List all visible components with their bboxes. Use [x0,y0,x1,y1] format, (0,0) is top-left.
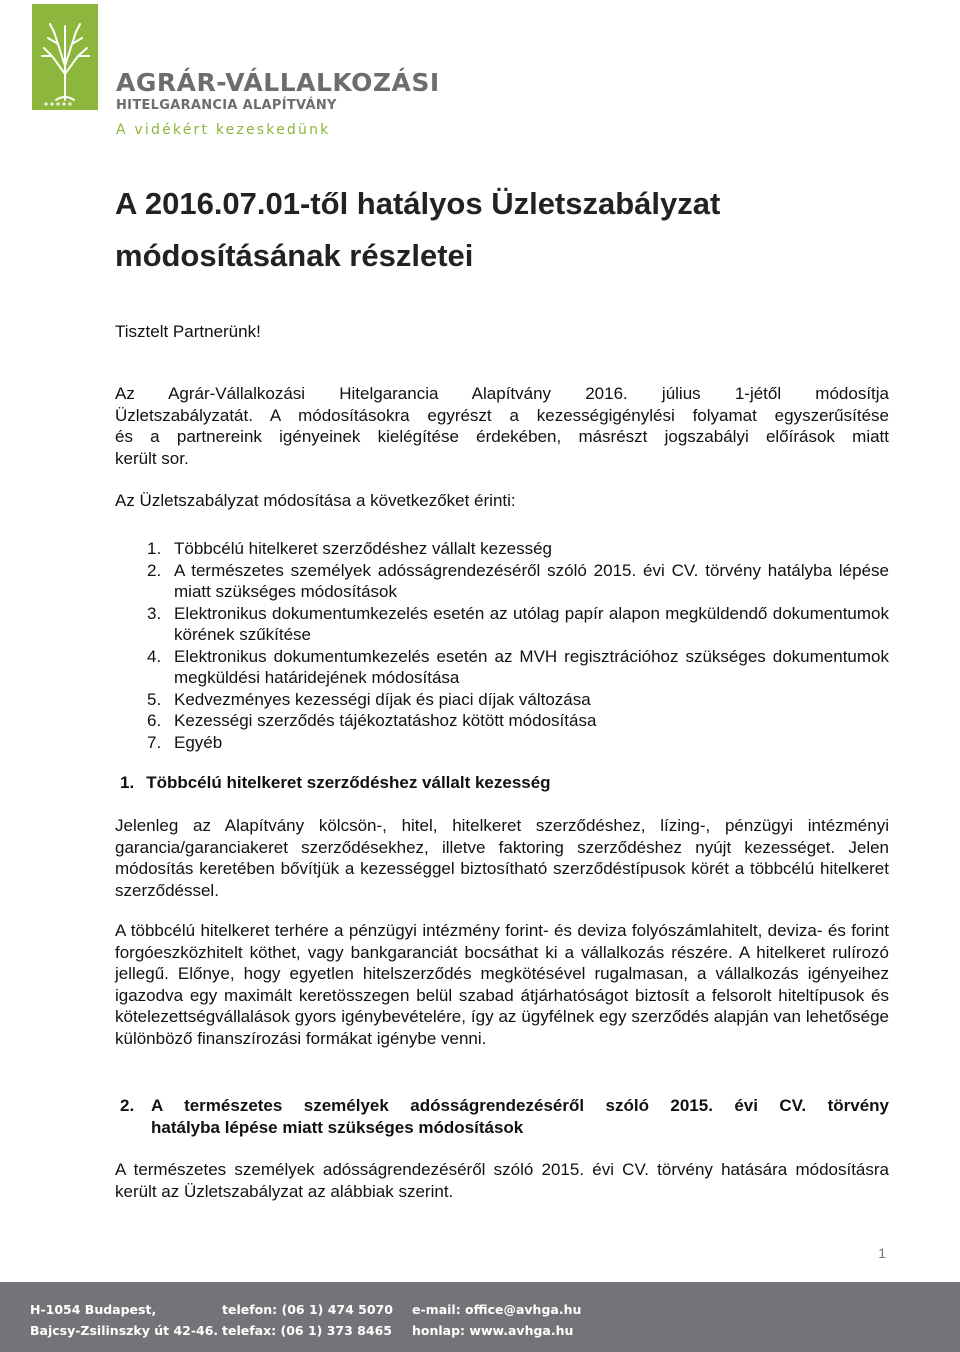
list-item [147,603,889,646]
footer-phones [222,1299,393,1341]
footer-address-line: Bajcsy-Zsilinszky út 42-46. [30,1323,219,1338]
section-2-paragraph-1: A természetes személyek adósságrendezéséről szóló 2015. évi CV. törvény hatására módosításra került az Üzletszabályzat az alábbiak szerint. [115,1160,889,1201]
intro-line: Üzletszabályzatát. A módosításokra egyrészt a kezességigénylési folyamat egyszerűsítése [115,405,889,425]
list-item-number: 1. [147,539,162,558]
footer-contacts [412,1299,581,1341]
list-item [147,538,889,560]
list-item-number: 3. [147,603,162,623]
list-item-number: 6. [147,711,162,730]
section-title-line: A természetes személyek adósságrendezéséről szóló 2015. évi CV. törvény [151,1096,889,1115]
list-item-number: 5. [147,689,162,709]
footer-email[interactable]: e-mail: office@avhga.hu [412,1302,582,1317]
section-1-paragraph-2: A többcélú hitelkeret terhére a pénzügyi intézmény forint- és deviza folyószámlahitelt, deviza- és forint forgóeszközhitelt köthet, vagy bankgaranciát bocsáthat ki a vállalkozás részére. A hitelkeret rulírozó jellegű. Előnye, hogy egyetlen hitelszerződés megkötésével rugalmasan, a vállalkozás igényeihez igazodva egy maximált keretösszegen belül szabad átjárhatóságot biztosít a felsorolt hiteltípusok és kötelezettségvállalások gyors igénybevételére, így az ügyfélnek egy szerződés alapján van lehetősége különböző finanszírozási formákat igénybe venni. [115,921,889,1048]
list-item-text: Elektronikus dokumentumkezelés esetén az utólag papír alapon megküldendő dokumentumok körének szűkítése [174,603,889,644]
intro-line: Az Agrár-Vállalkozási Hitelgarancia Alapítvány 2016. július 1-jétől módosítja [115,384,889,403]
footer-address-line: H-1054 Budapest, [30,1302,157,1317]
footer-address [30,1299,218,1341]
footer-fax: telefax: (06 1) 373 8465 [222,1323,392,1338]
intro-line: és a partnereink igényeinek kielégítése érdekében, másrészt jogszabályi előírások miatt [115,427,889,446]
section-number: 2. [120,1096,135,1115]
section-2-heading [120,1095,889,1139]
logo-slogan: A vidékért kezeskedünk [116,122,331,138]
page-title-line1: A 2016.07.01-től hatályos Üzletszabályzat [115,186,721,221]
page-number: 1 [878,1245,886,1261]
logo [32,4,440,139]
section-1-heading [120,772,551,794]
list-item-text: Elektronikus dokumentumkezelés esetén az MVH regisztrációhoz szükséges dokumentumok megküldési határidejének módosítása [174,646,889,687]
footer-phone: telefon: (06 1) 474 5070 [222,1302,393,1317]
section-title [120,1095,889,1139]
list-item-number: 2. [147,560,162,580]
list-item [147,710,889,732]
page-title-line2: módosításának részletei [115,238,474,273]
affects-intro: Az Üzletszabályzat módosítása a következőket érinti: [115,491,516,510]
list-item [147,646,889,689]
list-item-text: Kedvezményes kezességi díjak és piaci díjak változása [174,689,591,709]
list-item-text: Többcélú hitelkeret szerződéshez vállalt kezesség [174,539,552,558]
greeting: Tisztelt Partnerünk! [115,322,261,341]
logo-subtitle: HITELGARANCIA ALAPÍTVÁNY [116,98,337,113]
list-item-number: 4. [147,646,162,666]
logo-title: AGRÁR-VÁLLALKOZÁSI [116,68,440,97]
section-1-paragraph-1: Jelenleg az Alapítvány kölcsön-, hitel, hitelkeret szerződéshez, lízing-, pénzügyi intézményi garancia/garanciakeret szerződésekhez, illetve faktoring szerződéshez nyújt kezességet. Jelen módosítás keretében bővítjük a kezességgel biztosítható szerződéstípusok körét a többcélú hitelkeret szerződéssel. [115,816,889,900]
list-item-text: A természetes személyek adósságrendezéséről szóló 2015. évi CV. törvény hatályba lépése miatt szükséges módosítások [174,560,889,601]
section-title: Többcélú hitelkeret szerződéshez vállalt kezesség [146,773,551,792]
tree-logo-icon [32,4,98,110]
footer [0,1282,960,1352]
changes-list [147,538,889,753]
intro-paragraph [115,383,889,469]
list-item [147,689,889,711]
list-item [147,732,889,754]
section-title-line: hatályba lépése miatt szükséges módosítások [151,1118,524,1137]
intro-line: került sor. [115,448,189,468]
section-number: 1. [120,773,135,792]
footer-website[interactable]: honlap: www.avhga.hu [412,1323,574,1338]
list-item [147,560,889,603]
list-item-text: Egyéb [174,732,223,752]
list-item-text: Kezességi szerződés tájékoztatáshoz kötött módosítása [174,711,597,730]
list-item-number: 7. [147,732,162,752]
